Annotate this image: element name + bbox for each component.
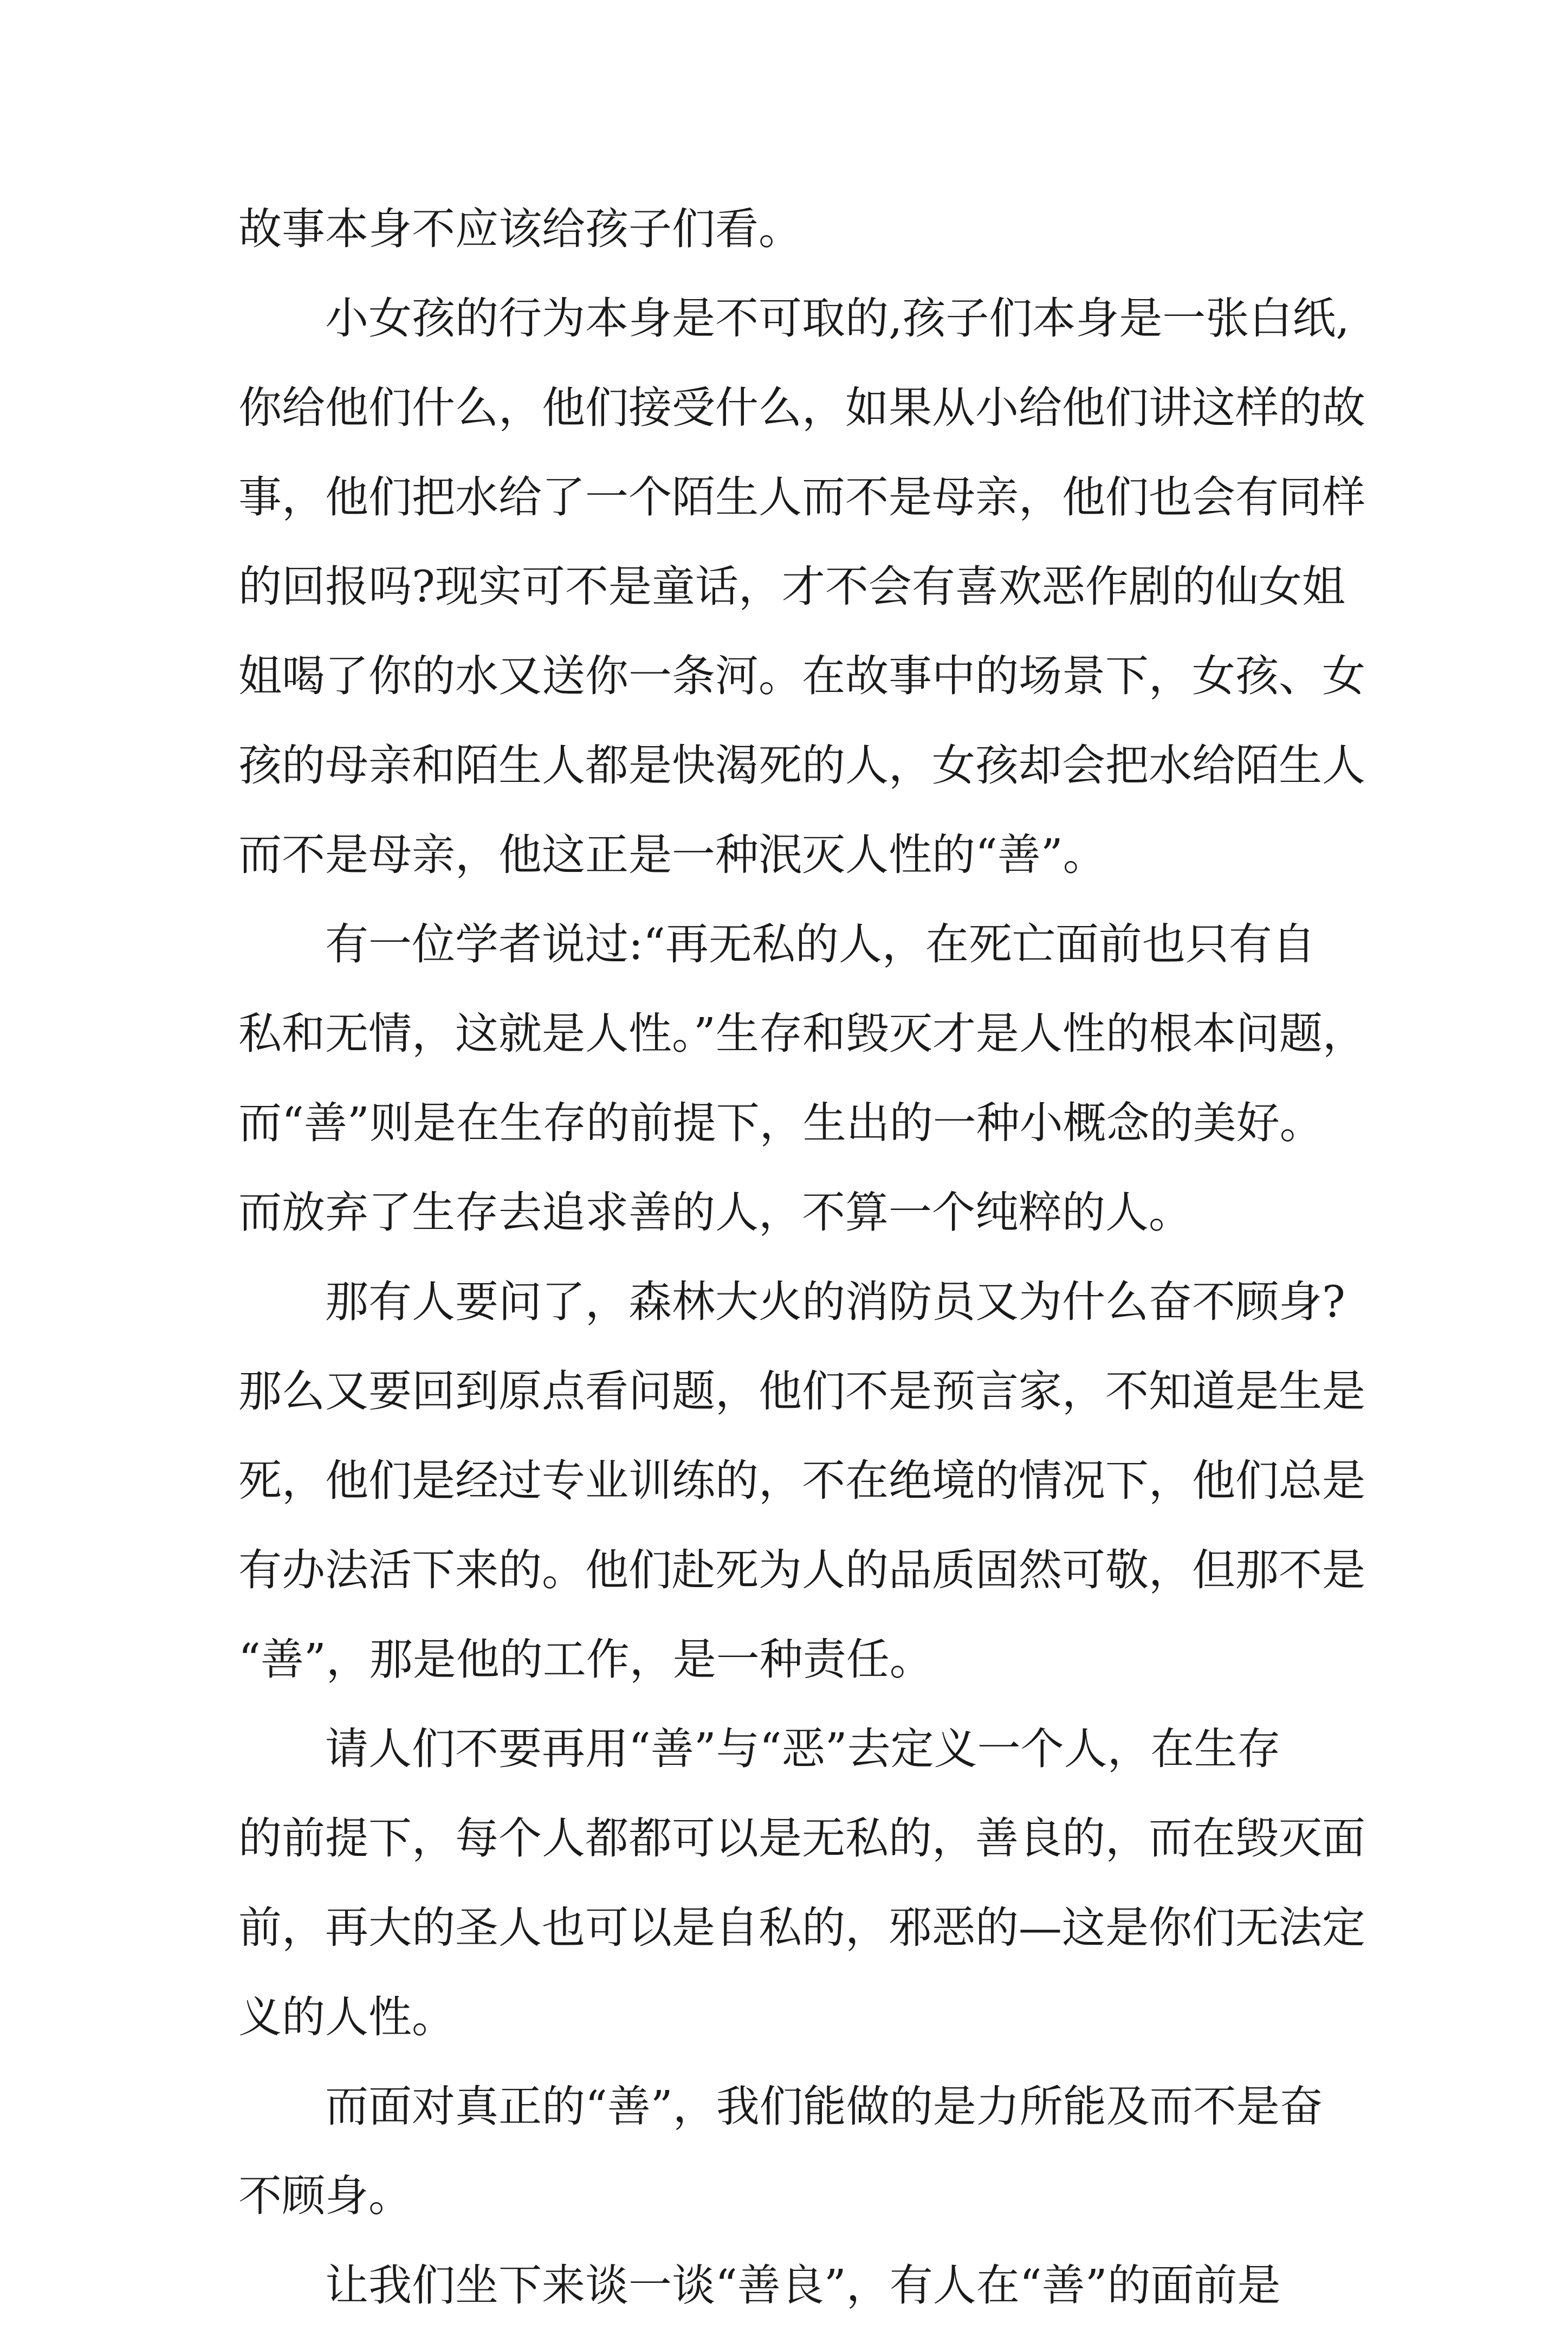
- text-line: 而不是母亲，他这正是一种泯灭人性的“善”。: [238, 830, 1106, 880]
- text-line: 那么又要回到原点看问题，他们不是预言家，不知道是生是: [238, 1366, 1365, 1416]
- text-line: 义的人性。: [238, 1992, 455, 2042]
- text-line: 有一位学者说过:“再无私的人，在死亡面前也只有自: [325, 919, 1316, 969]
- text-line: 私和无情，这就是人性。”生存和毁灭才是人性的根本问题，: [238, 1008, 1366, 1059]
- text-line: 的回报吗?现实可不是童话，才不会有喜欢恶作剧的仙女姐: [238, 561, 1345, 612]
- text-line: 那有人要问了，森林大火的消防员又为什么奋不顾身?: [325, 1277, 1345, 1327]
- text-line: 的前提下，每个人都都可以是无私的，善良的，而在毁灭面: [238, 1813, 1365, 1863]
- text-line: 前，再大的圣人也可以是自私的，邪恶的—这是你们无法定: [238, 1902, 1365, 1953]
- text-line: “善”，那是他的工作，是一种责任。: [238, 1634, 933, 1685]
- text-line: 而放弃了生存去追求善的人，不算一个纯粹的人。: [238, 1187, 1192, 1238]
- text-line: 不顾身。: [238, 2171, 412, 2221]
- text-line: 请人们不要再用“善”与“恶”去定义一个人，在生存: [325, 1724, 1281, 1774]
- text-line: 你给他们什么，他们接受什么，如果从小给他们讲这样的故: [238, 383, 1365, 433]
- text-line: 小女孩的行为本身是不可取的,孩子们本身是一张白纸,: [325, 293, 1350, 344]
- body-text: [238, 184, 1366, 2330]
- text-line: 事，他们把水给了一个陌生人而不是母亲，他们也会有同样: [238, 472, 1365, 522]
- text-line: 死，他们是经过专业训练的，不在绝境的情况下，他们总是: [238, 1455, 1365, 1506]
- text-line: 让我们坐下来谈一谈“善良”，有人在“善”的面前是: [325, 2260, 1281, 2310]
- text-line: 姐喝了你的水又送你一条河。在故事中的场景下，女孩、女: [238, 651, 1365, 701]
- text-line: 有办法活下来的。他们赴死为人的品质固然可敬，但那不是: [238, 1545, 1365, 1595]
- text-line: 孩的母亲和陌生人都是快渴死的人，女孩却会把水给陌生人: [238, 740, 1365, 791]
- text-line: 故事本身不应该给孩子们看。: [238, 204, 802, 254]
- text-line: 而“善”则是在生存的前提下，生出的一种小概念的美好。: [238, 1098, 1323, 1148]
- text-line: 而面对真正的“善”，我们能做的是力所能及而不是奋: [325, 2081, 1323, 2132]
